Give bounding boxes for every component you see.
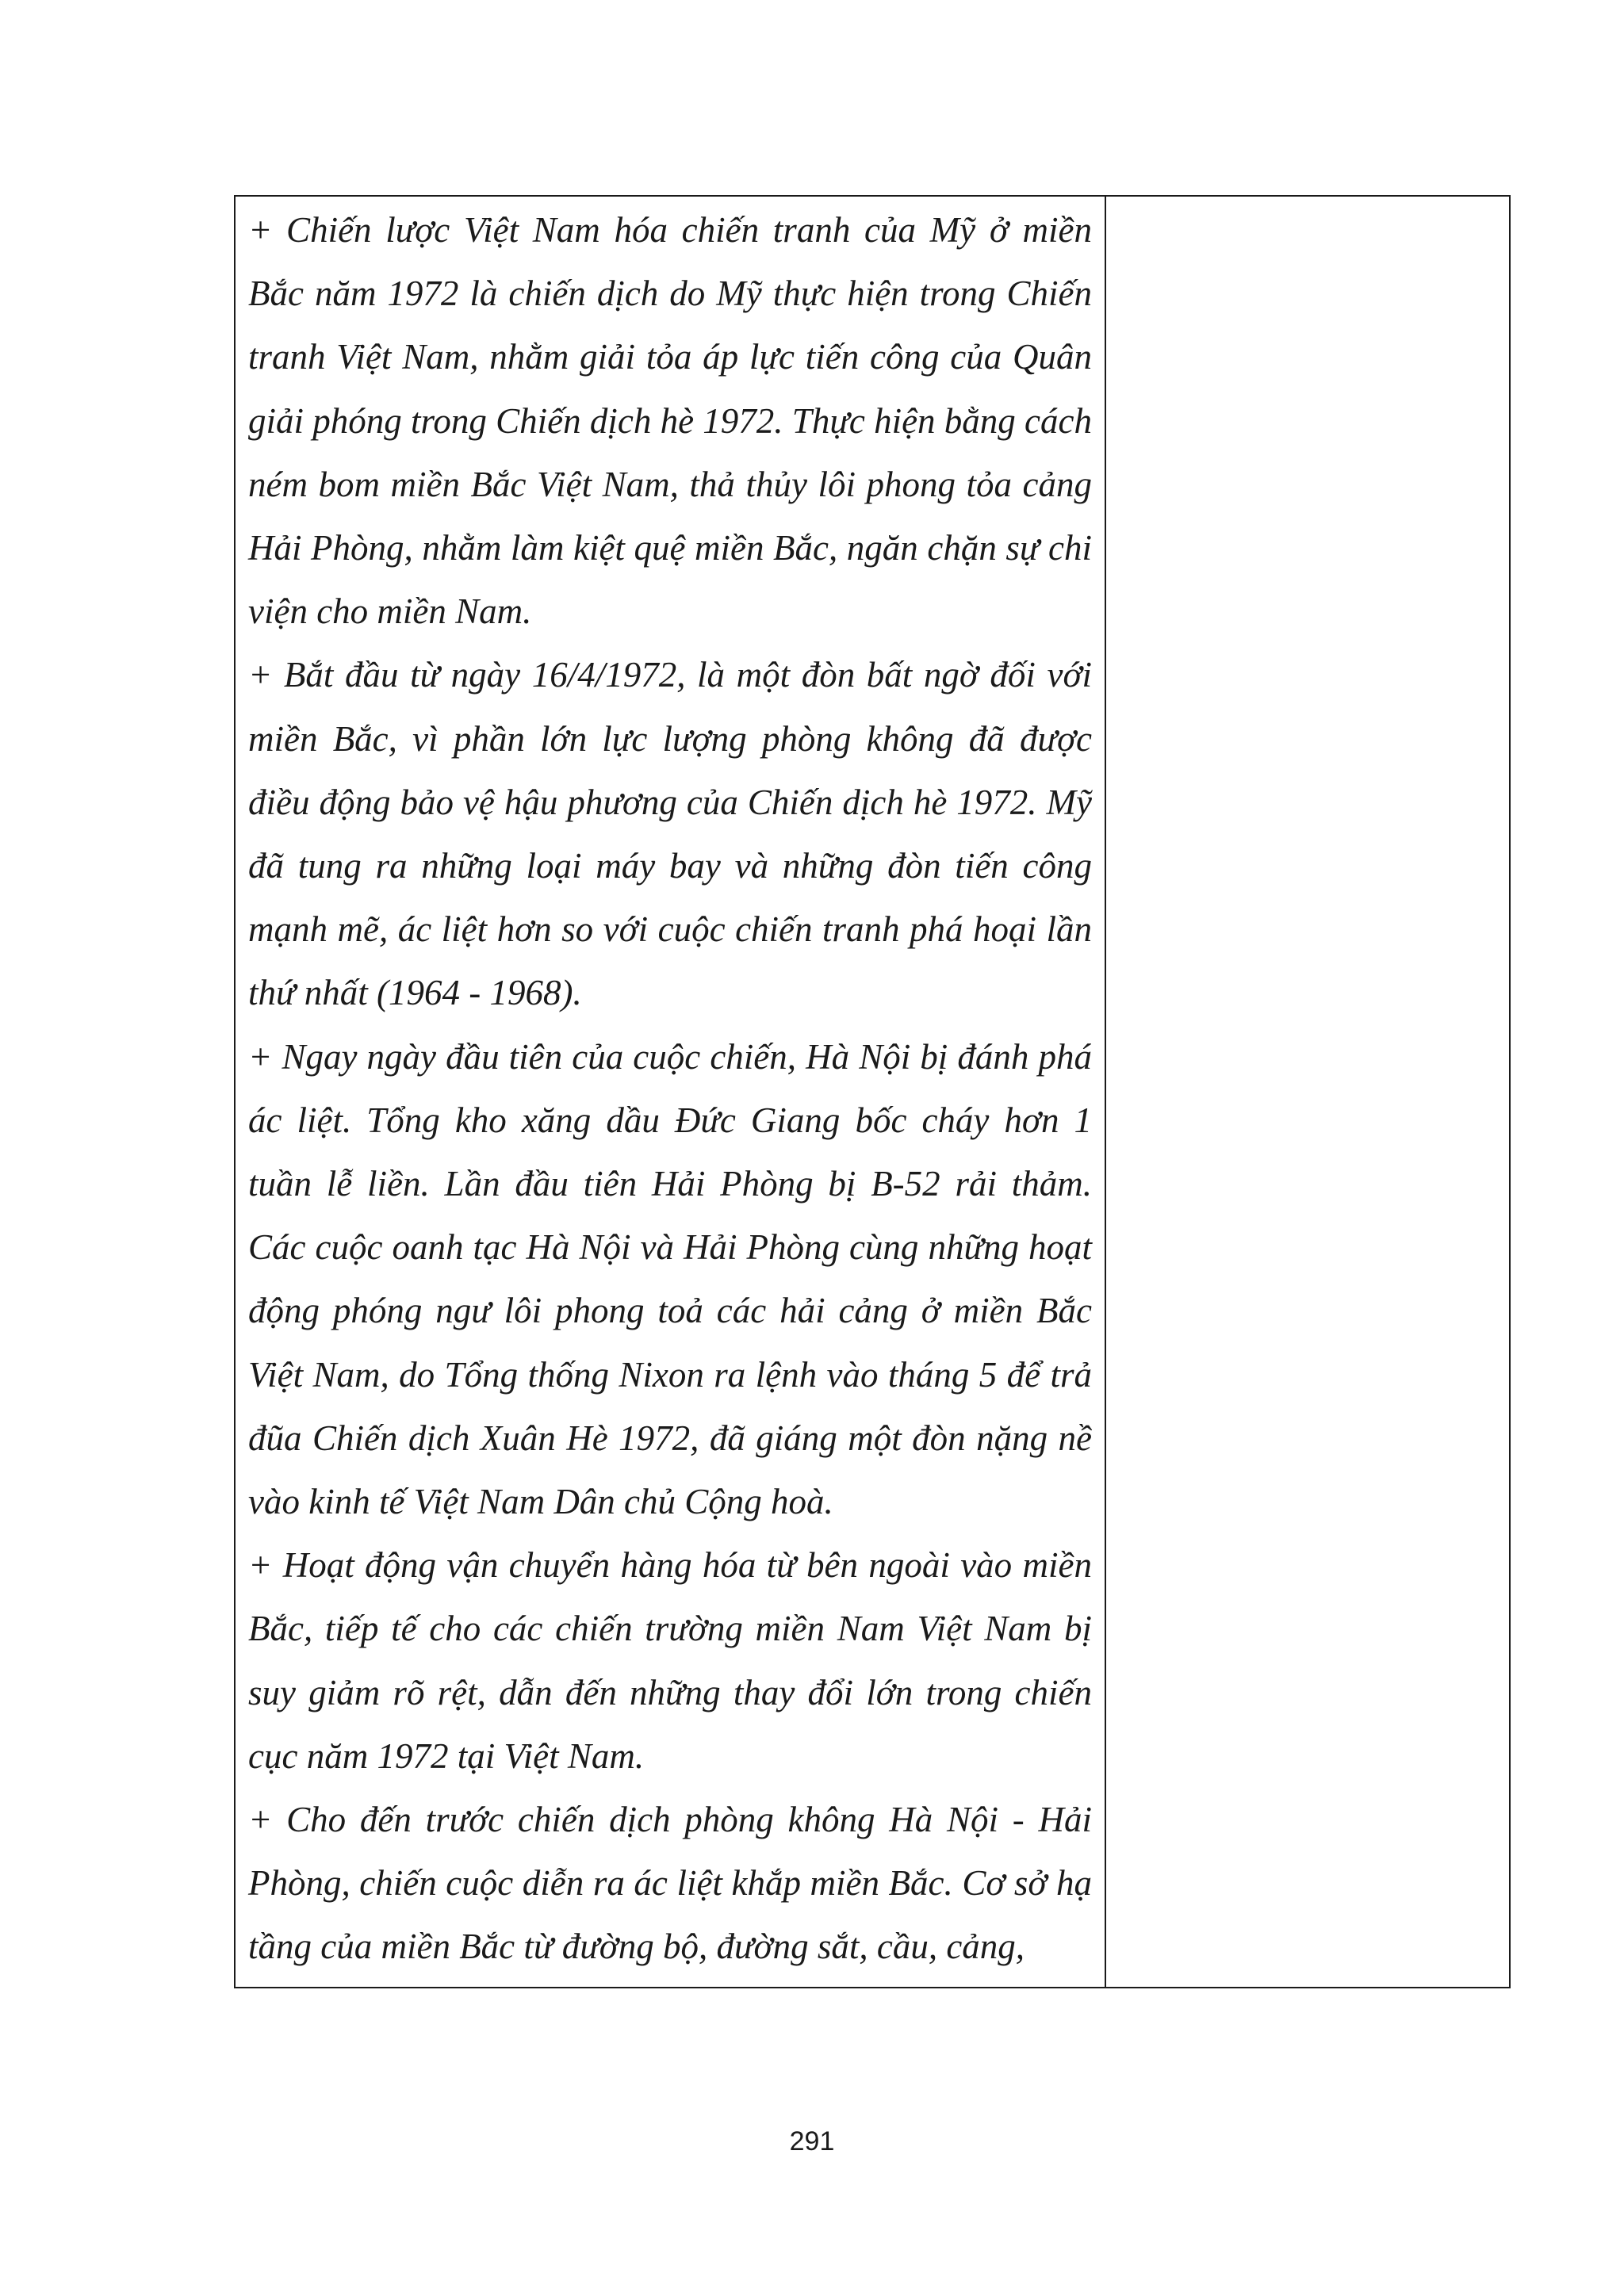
page-number: 291 (789, 2126, 835, 2156)
paragraph-2: + Bắt đầu từ ngày 16/4/1972, là một đòn bất ngờ đối với miền Bắc, vì phần lớn lực lượng phòng không đã được điều động bảo vệ hậu phương của Chiến dịch hè 1972. Mỹ đã tung ra những loại máy bay và những đòn tiến công mạnh mẽ, ác liệt hơn so với cuộc chiến tranh phá hoại lần thứ nhất (1964 - 1968). (248, 655, 1092, 1013)
table-cell-content (236, 197, 1106, 1987)
table-cell-empty (1106, 197, 1509, 1987)
paragraph-5: + Cho đến trước chiến dịch phòng không Hà Nội - Hải Phòng, chiến cuộc diễn ra ác liệt khắp miền Bắc. Cơ sở hạ tầng của miền Bắc từ đường bộ, đường sắt, cầu, cảng, (248, 1800, 1092, 1967)
paragraph-4: + Hoạt động vận chuyển hàng hóa từ bên ngoài vào miền Bắc, tiếp tế cho các chiến trường miền Nam Việt Nam bị suy giảm rõ rệt, dẫn đến những thay đổi lớn trong chiến cục năm 1972 tại Việt Nam. (248, 1545, 1092, 1776)
paragraph-3: + Ngay ngày đầu tiên của cuộc chiến, Hà Nội bị đánh phá ác liệt. Tổng kho xăng dầu Đức Giang bốc cháy hơn 1 tuần lễ liền. Lần đầu tiên Hải Phòng bị B-52 rải thảm. Các cuộc oanh tạc Hà Nội và Hải Phòng cùng những hoạt động phóng ngư lôi phong toả các hải cảng ở miền Bắc Việt Nam, do Tổng thống Nixon ra lệnh vào tháng 5 để trả đũa Chiến dịch Xuân Hè 1972, đã giáng một đòn nặng nề vào kinh tế Việt Nam Dân chủ Cộng hoà. (248, 1036, 1092, 1522)
paragraph-1: + Chiến lược Việt Nam hóa chiến tranh của Mỹ ở miền Bắc năm 1972 là chiến dịch do Mỹ thực hiện trong Chiến tranh Việt Nam, nhằm giải tỏa áp lực tiến công của Quân giải phóng trong Chiến dịch hè 1972. Thực hiện bằng cách ném bom miền Bắc Việt Nam, thả thủy lôi phong tỏa cảng Hải Phòng, nhằm làm kiệt quệ miền Bắc, ngăn chặn sự chi viện cho miền Nam. (248, 210, 1093, 632)
content-table (234, 195, 1511, 1988)
